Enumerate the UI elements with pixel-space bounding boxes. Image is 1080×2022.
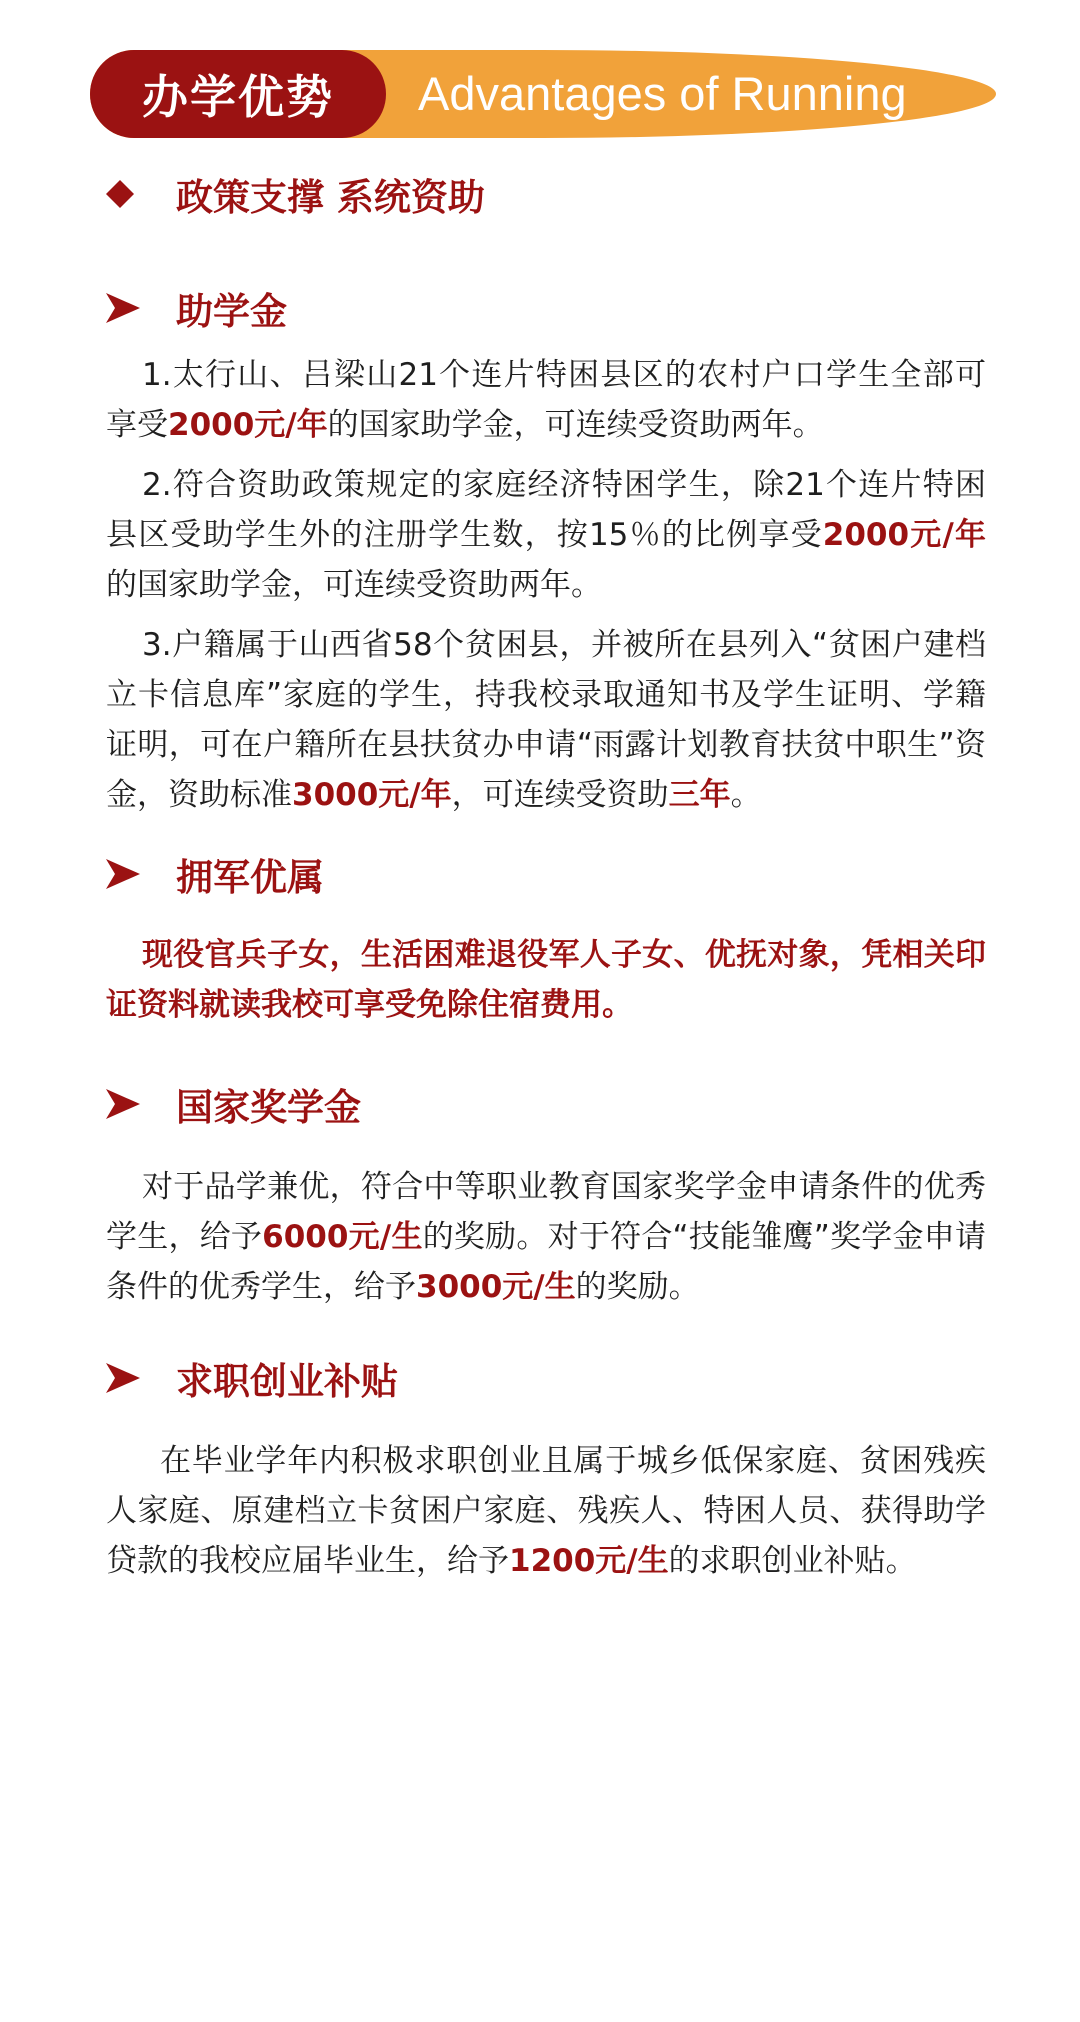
text-run: 3.户籍属于山西省58个贫困县，并被所在县列入“贫困户建档立卡信息库”家庭的学生，持我校录取通知书及学生证明、学籍证明，可在户籍所在县扶贫办申请“雨露计划教育扶贫中职生”资金，资助标准 bbox=[106, 627, 986, 813]
subsidy-paragraph bbox=[106, 1436, 986, 1586]
section-heading-grant bbox=[106, 278, 986, 338]
section-heading-scholarship bbox=[106, 1074, 986, 1134]
arrowhead-icon bbox=[106, 1363, 176, 1393]
highlight-amount: 3000元/年 bbox=[292, 777, 452, 813]
policy-heading bbox=[106, 164, 986, 224]
main-content bbox=[106, 164, 986, 1586]
text-run: ，可连续受资助 bbox=[451, 777, 669, 813]
grant-paragraph-2 bbox=[106, 460, 986, 610]
section-heading-text: 国家奖学金 bbox=[176, 1086, 361, 1129]
text-run: 1.太行山、吕梁山21个连片特困县区的农村户口学生全部可享受 bbox=[106, 357, 986, 443]
text-run: 2.符合资助政策规定的家庭经济特困学生，除21个连片特困县区受助学生外的注册学生数，按15％的比例享受 bbox=[106, 467, 986, 553]
highlight-amount: 2000元/年 bbox=[168, 407, 328, 443]
policy-heading-text: 政策支撑 系统资助 bbox=[176, 176, 485, 219]
text-run: 的奖励。对于符合“技能雏鹰”奖学金申请条件的优秀学生，给予 bbox=[106, 1219, 986, 1305]
banner-title-cn: 办学优势 bbox=[142, 70, 334, 124]
banner-red-pill bbox=[90, 50, 386, 138]
grant-paragraph-1 bbox=[106, 350, 986, 450]
section-heading-text: 求职创业补贴 bbox=[176, 1360, 398, 1403]
section-heading-text: 拥军优属 bbox=[176, 856, 324, 899]
text-run: 。 bbox=[730, 777, 762, 813]
arrowhead-icon bbox=[106, 1089, 176, 1119]
highlight-amount: 2000元/年 bbox=[822, 517, 986, 553]
section-heading-military bbox=[106, 844, 986, 904]
text-run: 的国家助学金，可连续受资助两年。 bbox=[327, 407, 824, 443]
section-heading-text: 助学金 bbox=[176, 290, 287, 333]
military-paragraph: 现役官兵子女，生活困难退役军人子女、优抚对象，凭相关印证资料就读我校可享受免除住宿费用。 bbox=[106, 937, 986, 1023]
banner-title-en: Advantages of Running bbox=[418, 67, 907, 120]
text-run: 在毕业学年内积极求职创业且属于城乡低保家庭、贫困残疾人家庭、原建档立卡贫困户家庭、残疾人、特困人员、获得助学贷款的我校应届毕业生，给予 bbox=[106, 1443, 986, 1579]
arrowhead-icon bbox=[106, 859, 176, 889]
text-run: 的求职创业补贴。 bbox=[668, 1543, 917, 1579]
highlight-amount: 1200元/生 bbox=[509, 1543, 669, 1579]
diamond-icon bbox=[106, 180, 176, 208]
text-run: 对于品学兼优，符合中等职业教育国家奖学金申请条件的优秀学生，给予 bbox=[106, 1169, 986, 1255]
highlight-duration: 三年 bbox=[668, 777, 731, 813]
section-heading-subsidy bbox=[106, 1348, 986, 1408]
scholarship-paragraph bbox=[106, 1162, 986, 1312]
grant-paragraph-3 bbox=[106, 620, 986, 820]
text-run: 的奖励。 bbox=[575, 1269, 700, 1305]
highlight-amount: 6000元/生 bbox=[262, 1219, 423, 1255]
text-run: 的国家助学金，可连续受资助两年。 bbox=[106, 567, 602, 603]
arrowhead-icon bbox=[106, 293, 176, 323]
header-banner bbox=[90, 50, 996, 138]
highlight-amount: 3000元/生 bbox=[416, 1269, 576, 1305]
